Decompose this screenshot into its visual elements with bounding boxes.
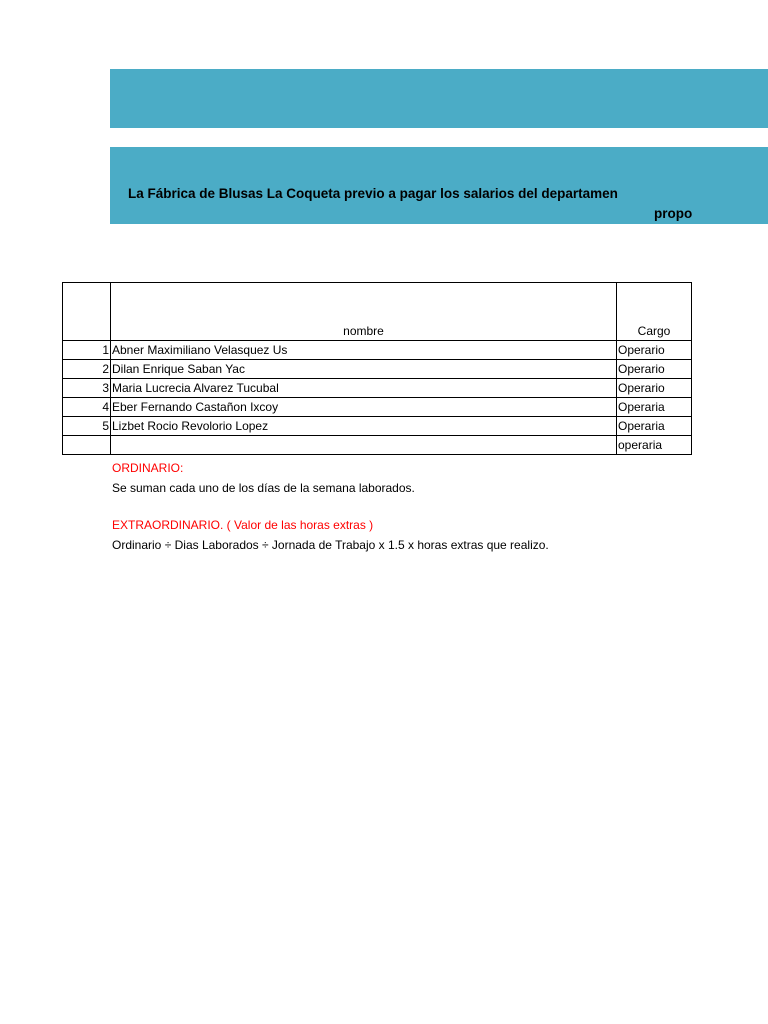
ordinario-text: Se suman cada uno de los días de la semana laborados. [112,481,415,495]
table-row [63,360,692,379]
row-cargo-cell[interactable]: Operario [617,360,692,379]
row-name-cell[interactable] [111,436,617,455]
row-cargo-cell[interactable]: Operario [617,379,692,398]
row-number-cell[interactable]: 5 [63,417,111,436]
row-name-cell[interactable]: Dilan Enrique Saban Yac [111,360,617,379]
row-name-cell[interactable]: Abner Maximiliano Velasquez Us [111,341,617,360]
table-row [63,379,692,398]
ordinario-title: ORDINARIO: [112,461,184,475]
header-cell-cargo[interactable]: Cargo [617,283,692,341]
row-cargo-cell[interactable]: Operaria [617,417,692,436]
row-number-cell[interactable]: 3 [63,379,111,398]
row-cargo-cell[interactable]: Operaria [617,398,692,417]
row-number-cell[interactable]: 1 [63,341,111,360]
row-cargo-cell[interactable]: Operario [617,341,692,360]
extraordinario-text: Ordinario ÷ Dias Laborados ÷ Jornada de Trabajo x 1.5 x horas extras que realizo. [112,538,549,552]
table-row [63,436,692,455]
row-number-cell[interactable] [63,436,111,455]
top-banner [110,69,768,128]
table-header-row [63,283,692,341]
row-name-cell[interactable]: Eber Fernando Castañon Ixcoy [111,398,617,417]
title-banner [110,147,768,224]
row-cargo-cell[interactable]: operaria [617,436,692,455]
table-row [63,417,692,436]
header-cell-number[interactable] [63,283,111,341]
page-heading-continuation: propo [654,206,693,221]
row-name-cell[interactable]: Maria Lucrecia Alvarez Tucubal [111,379,617,398]
extraordinario-title: EXTRAORDINARIO. ( Valor de las horas extras ) [112,518,374,532]
row-number-cell[interactable]: 2 [63,360,111,379]
table-row [63,398,692,417]
table-row [63,341,692,360]
page-heading: La Fábrica de Blusas La Coqueta previo a pagar los salarios del departamen [128,186,618,201]
employee-table [62,282,692,455]
header-cell-name[interactable]: nombre [111,283,617,341]
row-name-cell[interactable]: Lizbet Rocio Revolorio Lopez [111,417,617,436]
row-number-cell[interactable]: 4 [63,398,111,417]
